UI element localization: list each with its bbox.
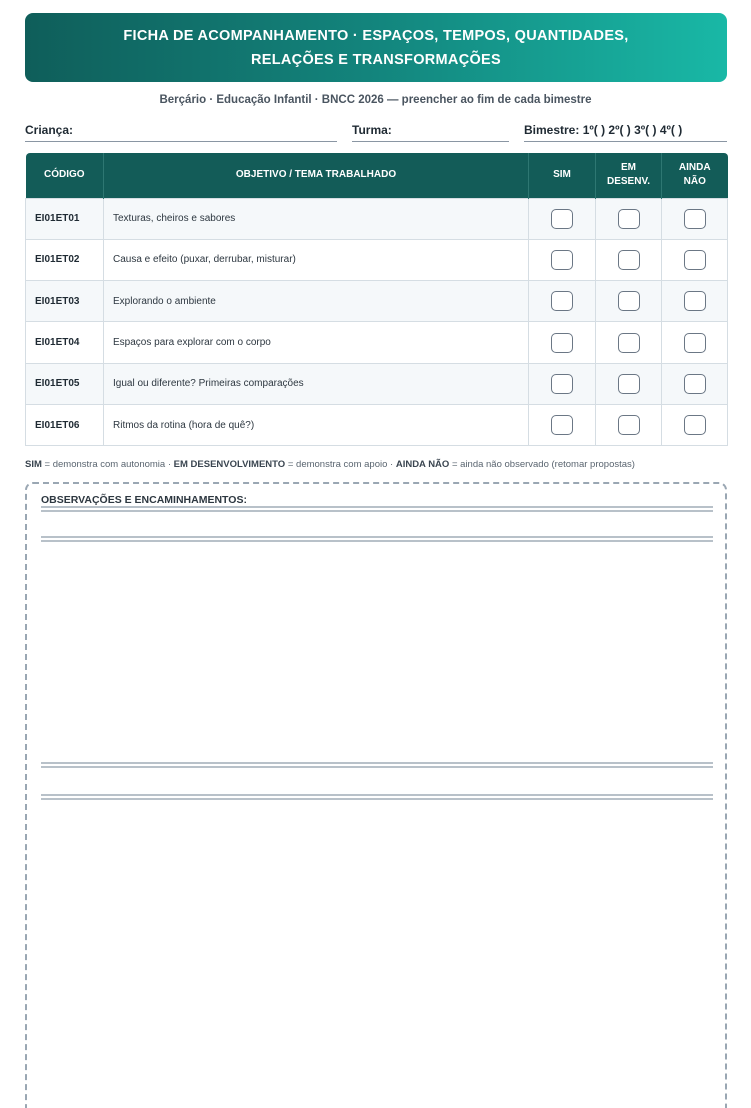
em-desenv-checkbox[interactable] (618, 209, 640, 229)
col-ainda-nao-line2: NÃO (683, 176, 706, 188)
sim-checkbox[interactable] (551, 374, 573, 394)
row-code: EI01ET03 (26, 281, 104, 322)
sim-cell (529, 281, 596, 322)
ainda-nao-cell (662, 404, 728, 445)
em-desenv-checkbox[interactable] (618, 291, 640, 311)
writing-line (41, 762, 713, 768)
em-desenv-cell (596, 404, 662, 445)
em-desenv-cell (596, 363, 662, 404)
sim-checkbox[interactable] (551, 291, 573, 311)
ainda-nao-checkbox[interactable] (684, 374, 706, 394)
ainda-nao-cell (662, 198, 728, 239)
table-row (26, 404, 728, 445)
crianca-label: Criança: (25, 123, 74, 137)
row-code: EI01ET06 (26, 404, 104, 445)
observations-box[interactable] (25, 482, 727, 1108)
page-header (25, 13, 727, 82)
table-row (26, 198, 728, 239)
col-em-desenv (596, 153, 662, 198)
ainda-nao-checkbox[interactable] (684, 250, 706, 270)
em-desenv-cell (596, 281, 662, 322)
em-desenv-checkbox[interactable] (618, 374, 640, 394)
ainda-nao-cell (662, 363, 728, 404)
sim-checkbox[interactable] (551, 415, 573, 435)
ainda-nao-checkbox[interactable] (684, 209, 706, 229)
sim-checkbox[interactable] (551, 250, 573, 270)
ainda-nao-cell (662, 281, 728, 322)
sim-checkbox[interactable] (551, 209, 573, 229)
legend-ainda-desc: = ainda não observado (retomar propostas) (449, 459, 635, 470)
row-objective: Texturas, cheiros e sabores (104, 198, 529, 239)
row-objective: Causa e efeito (puxar, derrubar, misturar) (104, 239, 529, 280)
legend-ainda-label: AINDA NÃO (395, 459, 450, 470)
row-code: EI01ET05 (26, 363, 104, 404)
legend-sim-label: SIM (25, 459, 42, 470)
table-row (26, 239, 728, 280)
sim-cell (529, 239, 596, 280)
sim-checkbox[interactable] (551, 333, 573, 353)
ainda-nao-checkbox[interactable] (684, 415, 706, 435)
writing-line (41, 794, 713, 800)
row-code: EI01ET02 (26, 239, 104, 280)
crianca-field[interactable] (25, 120, 337, 142)
ainda-nao-cell (662, 322, 728, 363)
turma-label: Turma: (352, 123, 392, 137)
observations-title: OBSERVAÇÕES E ENCAMINHAMENTOS: (41, 494, 247, 506)
sim-cell (529, 404, 596, 445)
writing-line (41, 506, 713, 512)
em-desenv-cell (596, 322, 662, 363)
legend (25, 459, 727, 470)
col-em-desenv-line2: DESENV. (607, 176, 650, 188)
legend-sim-desc: = demonstra com autonomia · (41, 459, 174, 470)
turma-field[interactable] (352, 120, 509, 142)
table-header-row (26, 153, 728, 198)
page-subtitle: Berçário · Educação Infantil · BNCC 2026 — preencher ao fim de cada bimestre (159, 94, 592, 106)
legend-em-label: EM DESENVOLVIMENTO (173, 459, 286, 470)
col-codigo: CÓDIGO (26, 153, 104, 198)
col-objetivo: OBJETIVO / TEMA TRABALHADO (104, 153, 529, 198)
page-title: FICHA DE ACOMPANHAMENTO · ESPAÇOS, TEMPOS, QUANTIDADES, RELAÇÕES E TRANSFORMAÇÕES (123, 27, 629, 68)
bimestre-label: Bimestre: 1º( ) 2º( ) 3º( ) 4º( ) (524, 123, 683, 137)
em-desenv-checkbox[interactable] (618, 415, 640, 435)
em-desenv-cell (596, 198, 662, 239)
row-code: EI01ET01 (26, 198, 104, 239)
sim-cell (529, 198, 596, 239)
table-row (26, 281, 728, 322)
em-desenv-checkbox[interactable] (618, 250, 640, 270)
em-desenv-cell (596, 239, 662, 280)
writing-line (41, 536, 713, 542)
ainda-nao-cell (662, 239, 728, 280)
row-objective: Explorando o ambiente (104, 281, 529, 322)
em-desenv-checkbox[interactable] (618, 333, 640, 353)
sim-cell (529, 363, 596, 404)
row-objective: Ritmos da rotina (hora de quê?) (104, 404, 529, 445)
col-ainda-nao-line1: AINDA (678, 162, 711, 174)
row-code: EI01ET04 (26, 322, 104, 363)
col-em-desenv-line1: EM (621, 162, 636, 174)
row-objective: Espaços para explorar com o corpo (104, 322, 529, 363)
objectives-table (25, 153, 728, 446)
table-row (26, 322, 728, 363)
row-objective: Igual ou diferente? Primeiras comparações (104, 363, 529, 404)
sim-cell (529, 322, 596, 363)
col-ainda-nao (662, 153, 728, 198)
legend-em-desc: = demonstra com apoio · (285, 459, 396, 470)
col-sim: SIM (529, 153, 596, 198)
bimestre-field[interactable] (524, 120, 727, 142)
table-row (26, 363, 728, 404)
ainda-nao-checkbox[interactable] (684, 333, 706, 353)
ainda-nao-checkbox[interactable] (684, 291, 706, 311)
